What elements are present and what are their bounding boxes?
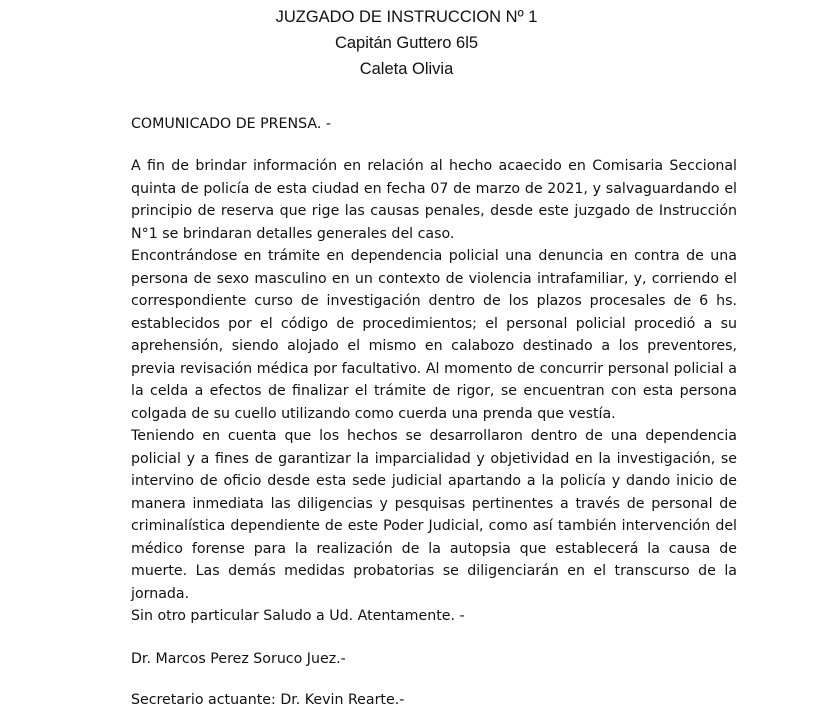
document-body [131, 155, 737, 628]
secretary-signature: Secretario actuante: Dr. Kevin Rearte.- [131, 692, 405, 708]
document-subject: COMUNICADO DE PRENSA. - [131, 116, 331, 132]
court-city: Caleta Olivia [359, 60, 454, 78]
judge-signature: Dr. Marcos Perez Soruco Juez.- [131, 651, 346, 667]
paragraph-investigation: Teniendo en cuenta que los hechos se desarrollaron dentro de una dependencia policial y a fines de garantizar la imparcialidad y objetividad en la investigación, se intervino de oficio desde esta sede judicial apartando a la policía y dando inicio de manera inmediata las diligencias y pesquisas pertinentes a través de personal de criminalística dependiente de este Poder Judicial, como así también intervención del médico forense para la realización de la autopsia que establecerá la causa de muerte. Las demás medidas probatorias se diligenciarán en el transcurso de la jornada. [131, 428, 737, 602]
court-address: Capitán Guttero 6l5 [334, 34, 479, 52]
closing-line: Sin otro particular Saludo a Ud. Atentamente. - [131, 608, 465, 624]
paragraph-facts: Encontrándose en trámite en dependencia policial una denuncia en contra de una persona de sexo masculino en un contexto de violencia intrafamiliar, y, corriendo el correspondiente curso de investigación dentro de los plazos procesales de 6 hs. establecidos por el código de procedimientos; el personal policial procedió a su aprehensión, siendo alojado el mismo en calabozo destinado a los preventores, previa revisación médica por facultativo. Al momento de concurrir personal policial a la celda a efectos de finalizar el trámite de rigor, se encuentran con esta persona colgada de su cuello utilizando como cuerda una prenda que vestía. [131, 248, 737, 422]
document-header [0, 4, 813, 82]
paragraph-intro: A fin de brindar información en relación al hecho acaecido en Comisaria Seccional quinta de policía de esta ciudad en fecha 07 de marzo de 2021, y salvaguardando el principio de reserva que rige las causas penales, desde este juzgado de Instrucción N°1 se brindaran detalles generales del caso. [131, 158, 737, 242]
court-name: JUZGADO DE INSTRUCCION Nº 1 [275, 8, 538, 26]
